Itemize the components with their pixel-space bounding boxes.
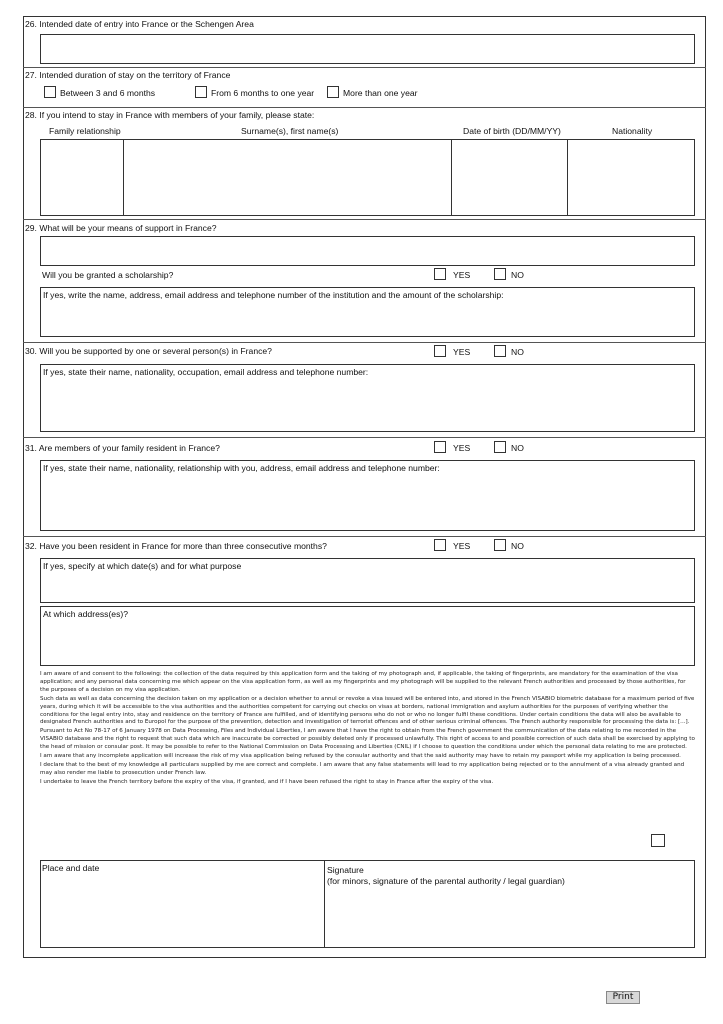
table-column-divider: [567, 139, 568, 216]
place-and-date-input[interactable]: [41, 874, 323, 947]
q27-option-label: More than one year: [343, 88, 418, 98]
q32-address-label: At which address(es)?: [43, 609, 129, 619]
q32-detail-label: If yes, specify at which date(s) and for what purpose: [43, 561, 242, 571]
q31-no-checkbox[interactable]: [494, 441, 506, 453]
q27-option-label: Between 3 and 6 months: [60, 88, 156, 98]
q29-scholarship-details-input[interactable]: [40, 287, 695, 337]
column-header-nationality: Nationality: [612, 126, 653, 136]
q27-label: 27. Intended duration of stay on the territory of France: [25, 70, 231, 80]
table-column-divider: [451, 139, 452, 216]
divider: [23, 67, 706, 68]
yes-label: YES: [453, 347, 471, 357]
q32-label: 32. Have you been resident in France for more than three consecutive months?: [25, 541, 327, 551]
table-column-divider: [123, 139, 124, 216]
yes-label: YES: [453, 270, 471, 280]
minors-signature-note: (for minors, signature of the parental authority / legal guardian): [327, 876, 565, 886]
no-label: NO: [511, 541, 524, 551]
q27-option-6-12-months-checkbox[interactable]: [195, 86, 207, 98]
legal-paragraph: Such data as well as data concerning the decision taken on my application or a decision whether to annul or revoke a visa issued will be entered into, and stored in the French VISABIO biometric database for a maximum period of five years, during which it will be accessible to the visa authorities and the authorities competent for carrying out checks on visas at borders, national immigration and asylum authorities for the purposes of verifying whether the conditions for the legal entry into, stay and residence on the territory of France are fulfilled, and of identifying persons who do not or who no longer fulfil these conditions. Under certain conditions the data will also be available to designated French authorities and to Europol for the purpose of the prevention, detection and investigation of terrorist offences and of other serious criminal offences. The French authority responsible for processing the data is: [...].: [40, 695, 695, 726]
signature-input[interactable]: [325, 887, 694, 947]
q27-option-3-6-months-checkbox[interactable]: [44, 86, 56, 98]
q29-yes-checkbox[interactable]: [434, 268, 446, 280]
column-header-surname: Surname(s), first name(s): [241, 126, 339, 136]
legal-paragraph: I undertake to leave the French territory before the expiry of the visa, if granted, and if I have been refused the right to stay in France after the expiry of the visa.: [40, 778, 494, 785]
yes-label: YES: [453, 443, 471, 453]
q29-label: 29. What will be your means of support in France?: [25, 223, 217, 233]
q30-no-checkbox[interactable]: [494, 345, 506, 357]
signature-label: Signature: [327, 865, 364, 875]
no-label: NO: [511, 270, 524, 280]
q29-detail-label: If yes, write the name, address, email address and telephone number of the institution and the amount of the scholarship:: [43, 290, 504, 300]
legal-paragraph: I declare that to the best of my knowledge all particulars supplied by me are correct and complete. I am aware that any false statements will lead to my application being rejected or to the annulment of a visa already granted and may also render me liable to prosecution under French law.: [40, 761, 685, 776]
q29-no-checkbox[interactable]: [494, 268, 506, 280]
column-header-family-relationship: Family relationship: [49, 126, 121, 136]
place-and-date-label: Place and date: [42, 863, 100, 873]
declaration-agree-checkbox[interactable]: [651, 834, 665, 847]
q32-purpose-input[interactable]: [40, 558, 695, 603]
divider: [23, 342, 706, 343]
q29-scholarship-question: Will you be granted a scholarship?: [42, 270, 174, 280]
divider: [23, 107, 706, 108]
q26-label: 26. Intended date of entry into France or the Schengen Area: [25, 19, 254, 29]
no-label: NO: [511, 443, 524, 453]
q26-date-input[interactable]: [40, 34, 695, 64]
q30-yes-checkbox[interactable]: [434, 345, 446, 357]
q32-addresses-input[interactable]: [40, 606, 695, 666]
no-label: NO: [511, 347, 524, 357]
q27-option-label: From 6 months to one year: [211, 88, 315, 98]
legal-paragraph: I am aware of and consent to the following: the collection of the data required by this application form and the taking of my photograph and, if applicable, the taking of fingerprints, are mandatory for the examination of the visa application; and any personal data concerning me which appear on the visa application form, as well as my fingerprints and my photograph will be supplied to the relevant French authorities and processed by those authorities, for the purposes of a decision on my visa application.: [40, 671, 686, 693]
q28-label: 28. If you intend to stay in France with members of your family, please state:: [25, 110, 315, 120]
legal-paragraph: Pursuant to Act No 78-17 of 6 January 1978 on Data Processing, Files and Individual Liberties, I am aware that I have the right to obtain from the French government the communication of the data relating to me recorded in the VISABIO database and the right to request that such data which are inaccurate be corrected or possibly deleted only if processed unlawfully. This right of access to and possible correction of such data shall be exercised by applying to the head of mission or consular post. It may be possible to refer to the National Commission on Data Processing and Liberties (CNIL) if I choose to question the conditions under which the personal data relating to me are protected.: [40, 728, 695, 751]
legal-paragraph: I am aware that any incomplete application will increase the risk of my visa application being refused by the consular authority and that the said authority may have to retain my passport while my application is being processed.: [40, 753, 681, 760]
q32-no-checkbox[interactable]: [494, 539, 506, 551]
q27-option-over-one-year-checkbox[interactable]: [327, 86, 339, 98]
q30-detail-label: If yes, state their name, nationality, occupation, email address and telephone number:: [43, 367, 369, 377]
legal-declaration: [40, 671, 695, 788]
column-header-date-of-birth: Date of birth (DD/MM/YY): [463, 126, 561, 136]
divider: [23, 219, 706, 220]
q30-supporters-details-input[interactable]: [40, 364, 695, 432]
yes-label: YES: [453, 541, 471, 551]
print-button[interactable]: Print: [606, 991, 640, 1004]
q31-yes-checkbox[interactable]: [434, 441, 446, 453]
divider: [23, 437, 706, 438]
q31-family-details-input[interactable]: [40, 460, 695, 531]
q31-label: 31. Are members of your family resident in France?: [25, 443, 220, 453]
divider: [23, 536, 706, 537]
q29-means-of-support-input[interactable]: [40, 236, 695, 266]
q31-detail-label: If yes, state their name, nationality, relationship with you, address, email address and telephone number:: [43, 463, 440, 473]
q30-label: 30. Will you be supported by one or several person(s) in France?: [25, 346, 272, 356]
q32-yes-checkbox[interactable]: [434, 539, 446, 551]
q28-family-table[interactable]: [40, 139, 695, 216]
